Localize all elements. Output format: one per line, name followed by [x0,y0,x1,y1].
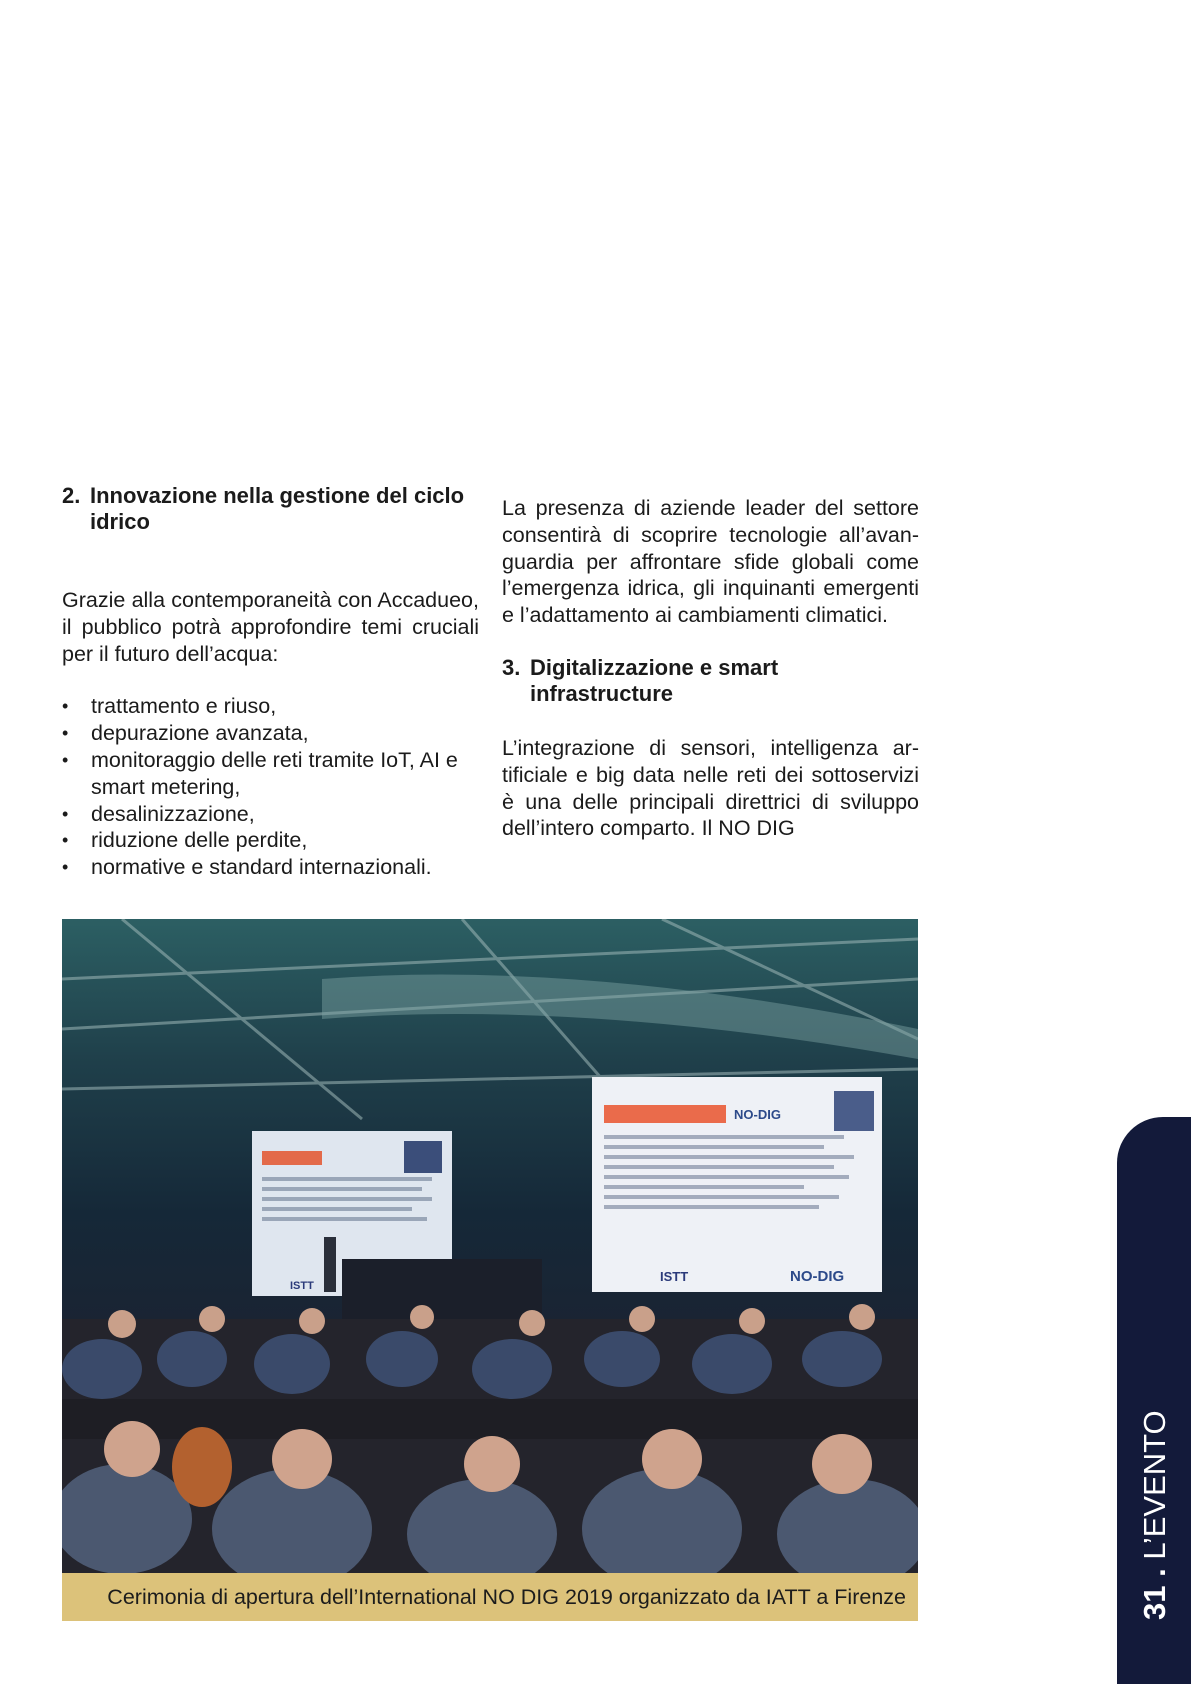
stage [342,1259,542,1319]
conference-photo-illustration [62,919,918,1573]
section-3-number: 3. [502,654,521,680]
right-screen-logo-top: NO-DIG [734,1107,781,1122]
list-item: • monitoraggio delle reti tramite IoT, AI e smart metering, [62,747,479,801]
photo-caption: Cerimonia di apertura dell’International NO DIG 2019 organizzato da IATT a Firenze [62,1573,918,1621]
section-3-body: L’integrazione di sensori, intelligenza artificiale e big data nelle reti dei sottoservizi è una delle principali direttrici di sviluppo dell’intero comparto. Il NO DIG [502,735,919,841]
right-screen-logo-bottom: NO-DIG [790,1268,845,1285]
right-screen-istt: ISTT [660,1269,689,1284]
page-number: 31 [1137,1585,1172,1620]
section-2-number: 2. [62,483,81,508]
list-item: • desalinizzazione, [62,801,479,828]
right-intro-paragraph: La presenza di aziende leader del settore consentirà di scoprire tecnologie all’avanguardia per affrontare sfide globali come l’emergenza idrica, gli inquinanti emergenti e l’adattamento ai cambiamenti climatici. [502,496,919,628]
side-tab-label [1137,1410,1173,1620]
left-screen-logo: ISTT [290,1280,314,1292]
list-item: • normative e standard internazionali. [62,854,479,881]
ceiling-duct [322,975,918,1059]
conference-photo [62,919,918,1573]
right-projection-screen [592,1077,882,1292]
section-2-title: Innovazione nella gestione del ciclo idrico [90,483,465,534]
list-item: • trattamento e riuso, [62,693,479,720]
side-tab-separator: . [1137,1559,1172,1586]
list-item: • depurazione avanzata, [62,720,479,747]
audience [62,1304,918,1573]
list-item: • riduzione delle perdite, [62,827,479,854]
section-2-intro: Grazie alla contemporaneità con Accadueo, il pubblico potrà approfondire temi cruciali per il futuro dell’acqua: [62,588,479,666]
section-2-heading [62,483,479,535]
section-3-heading [502,655,919,707]
section-3-title: Digitalizzazione e smart infrastructure [530,654,779,706]
section-name: L’EVENTO [1137,1410,1172,1560]
topics-list [62,693,479,881]
speaker [324,1237,336,1292]
right-column [502,495,919,842]
left-column [62,483,479,881]
